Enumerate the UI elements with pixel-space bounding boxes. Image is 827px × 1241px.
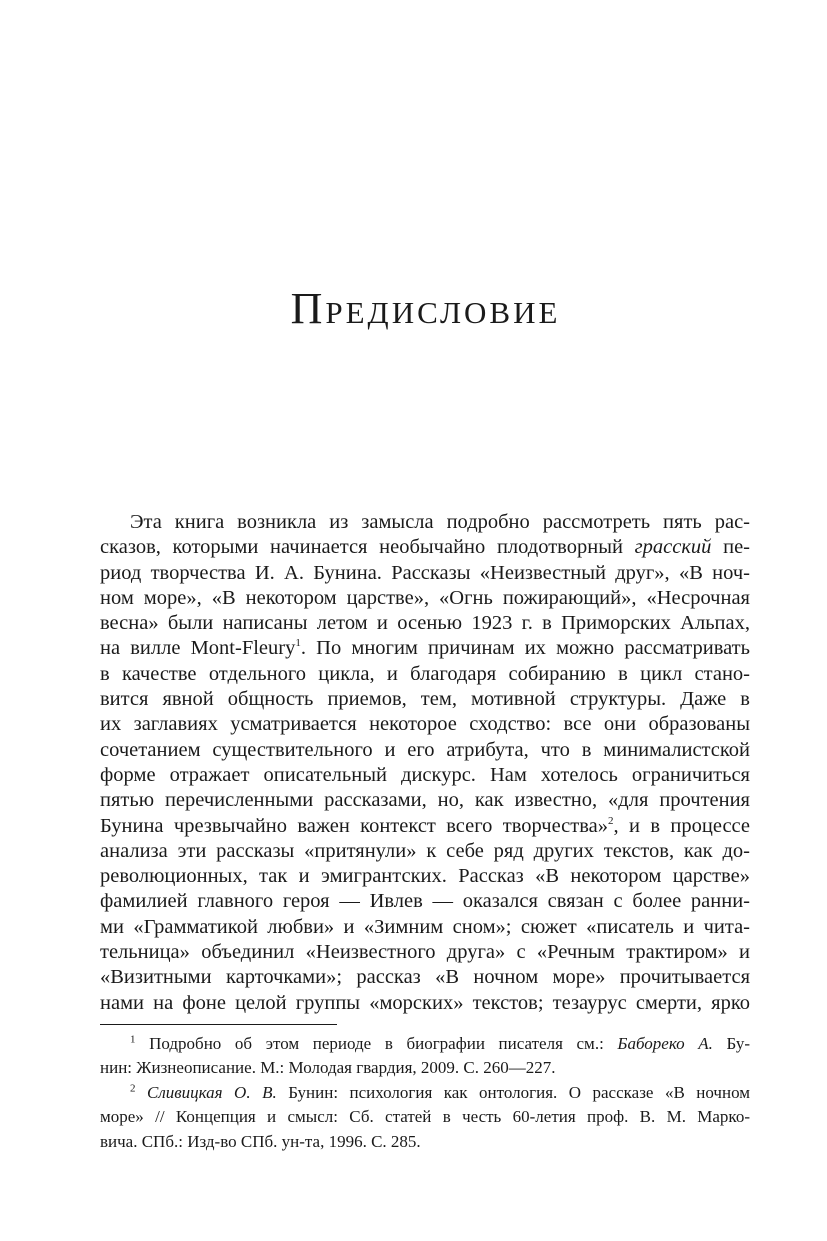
footnote-line: нин: Жизнеописание. М.: Молодая гвардия, 2009. С. 260—227. [100,1058,556,1078]
text-line: весна» были написаны летом и осенью 1923 г. в Приморских Альпах, [100,612,750,635]
text-line: сказов, которыми начинается необычайно плодотворный грасский пе- [100,536,750,559]
footnote-line: $^2$ Сливицкая О. В. Бунин: психология как онтология. О рассказе «В ночном [130,1082,751,1102]
body-text [100,510,750,1016]
text-line: Бунина чрезвычайно важен контекст всего творчества»$^2$, и в процессе [100,814,751,837]
footnote-line: море» // Концепция и смысл: Сб. статей в честь 60-летия проф. В. М. Марко- [100,1107,750,1127]
text-line: революционных, так и эмигрантских. Рассказ «В некотором царстве» [100,865,750,888]
footnote-number: 1 [130,1033,136,1046]
footnote-number: 2 [130,1082,136,1095]
text-line: форме отражает описательный дискурс. Нам хотелось ограничиться [100,763,750,786]
footnote-divider [100,1024,337,1025]
page-title: Предисловие [290,284,561,333]
text-line: в качестве отдельного цикла, и благодаря собиранию в цикл стано- [100,662,750,685]
text-line: Эта книга возникла из замысла подробно рассмотреть пять рас- [130,511,750,533]
footnote-line: вича. СПб.: Изд-во СПб. ун-та, 1996. С. 285. [100,1131,421,1151]
text-line: ном море», «В некотором царстве», «Огнь пожирающий», «Несрочная [100,586,750,609]
text-line: тельница» объединил «Неизвестного друга» с «Речным трактиром» и [100,941,750,964]
text-line: их заглавиях усматривается некоторое сходство: все они образованы [100,713,750,736]
text-line: ми «Грамматикой любви» и «Зимним сном»; сюжет «писатель и чита- [100,915,750,938]
text-line: фамилией главного героя — Ивлев — оказался связан с более ранни- [100,890,750,913]
text-line: сочетанием существительного и его атрибута, что в минималистской [100,738,750,761]
text-line: анализа эти рассказы «притянули» к себе ряд других текстов, как до- [100,839,750,862]
footnote-ref: 1 [295,637,301,650]
footnote-line: $^1$ Подробно об этом периоде в биографии писателя см.: Бабореко А. Бу- [130,1033,751,1053]
text-line: риод творчества И. А. Бунина. Рассказы «Неизвестный друг», «В ноч- [100,561,750,584]
text-line: «Визитными карточками»; рассказ «В ночном море» прочитывается [100,966,750,989]
italic-term: грасский [634,536,712,559]
text-line: на вилле Mont-Fleury$^1$. По многим причинам их можно рассматривать [100,637,750,660]
text-line: вится явной общность приемов, тем, мотивной структуры. Даже в [100,688,750,711]
footnotes [100,1032,750,1154]
footnote-ref: 2 [608,814,614,827]
text-line: нами на фоне целой группы «морских» текстов; тезаурус смерти, ярко [100,991,750,1014]
text-line: пятью перечисленными рассказами, но, как известно, «для прочтения [100,789,750,812]
